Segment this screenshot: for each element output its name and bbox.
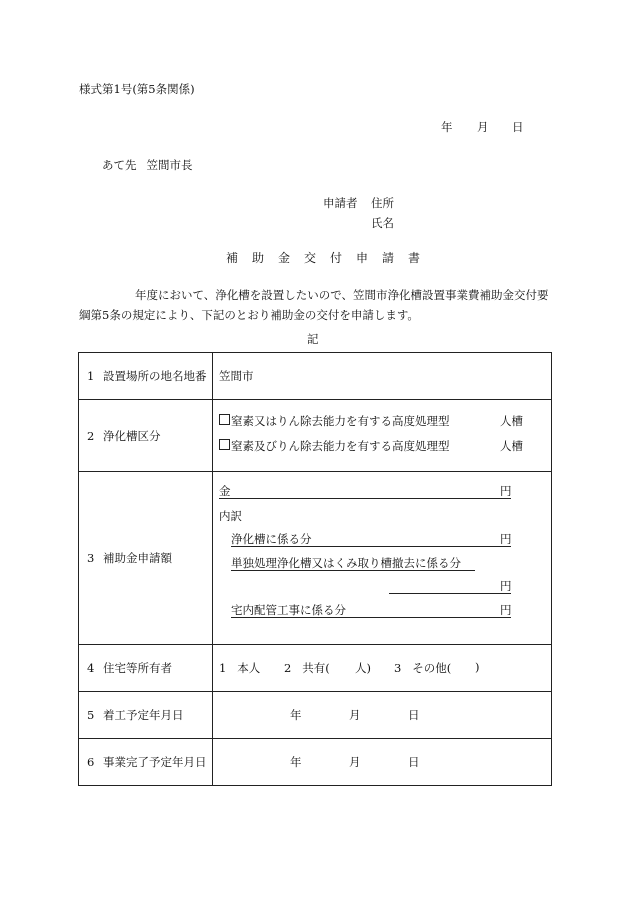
applicant-address-label: 住所: [371, 196, 394, 210]
addressee: [102, 157, 193, 173]
start-date-cell[interactable]: [213, 692, 552, 739]
yen-label: 円: [500, 579, 512, 593]
owner-option-1-num: 1: [219, 661, 227, 675]
row-number: 2: [87, 428, 95, 443]
completion-day-label: 日: [408, 755, 420, 769]
item2-amount-field[interactable]: [389, 578, 511, 594]
completion-month-label: 月: [349, 755, 361, 769]
ki-marker: 記: [307, 332, 319, 346]
unit-label: 人槽: [500, 414, 523, 428]
owner-option-2-num: 2: [284, 661, 292, 675]
row-label: [79, 692, 213, 739]
addressee-name: 笠間市長: [146, 158, 193, 172]
row-label-text: 住宅等所有者: [103, 661, 172, 675]
row-label-text: 補助金申請額: [103, 551, 172, 565]
applicant-label: 申請者: [323, 196, 358, 210]
total-prefix: 金: [219, 484, 231, 498]
form-number: 様式第1号(第5条関係): [79, 82, 195, 96]
date-day-label: 日: [512, 120, 524, 134]
tank-option-1[interactable]: [219, 413, 450, 429]
application-table: [78, 352, 552, 786]
owner-option-1-label: 本人: [237, 661, 261, 675]
owner-option-3-label: その他(: [412, 661, 452, 675]
row-label: [79, 353, 213, 400]
checkbox-icon[interactable]: [219, 439, 230, 450]
table-row: [79, 739, 552, 786]
row-number: 6: [87, 755, 95, 769]
applicant-name-label: 氏名: [371, 216, 394, 230]
item2-label: 単独処理浄化槽又はくみ取り槽撤去に係る分: [231, 556, 461, 570]
owner-cell: [213, 645, 552, 692]
row-number: 3: [87, 551, 95, 565]
tank-option-2[interactable]: [219, 438, 450, 454]
owner-option-2-label: 共有(: [302, 661, 330, 675]
total-amount-field[interactable]: [219, 483, 511, 499]
owner-option-3[interactable]: [394, 660, 451, 676]
row-number: 4: [87, 661, 95, 675]
date-month-label: 月: [477, 120, 489, 134]
item3-label: 宅内配管工事に係る分: [231, 603, 346, 617]
owner-option-3-num: 3: [394, 661, 402, 675]
row-label: [79, 739, 213, 786]
addressee-prefix: あて先: [102, 158, 137, 172]
item1-label: 浄化槽に係る分: [231, 532, 312, 546]
row-label-text: 浄化槽区分: [103, 428, 161, 443]
table-row: [79, 692, 552, 739]
completion-date-cell[interactable]: [213, 739, 552, 786]
row-label: [79, 645, 213, 692]
subsidy-amount-cell: [213, 472, 552, 645]
yen-label: 円: [500, 484, 512, 498]
body-text: 年度において、浄化槽を設置したいので、笠間市浄化槽設置事業費補助金交付要綱第5条の規定により、下記のとおり補助金の交付を申請します。: [79, 288, 549, 322]
yen-label: 円: [500, 532, 512, 546]
owner-option-2[interactable]: [284, 660, 330, 676]
tank-option-2-label: 窒素及びりん除去能力を有する高度処理型: [231, 439, 450, 453]
owner-option-3-end: ): [475, 660, 480, 674]
table-row: [79, 645, 552, 692]
owner-option-2-end: 人): [355, 661, 371, 675]
row-label: [79, 400, 213, 472]
start-month-label: 月: [349, 708, 361, 722]
yen-label: 円: [500, 603, 512, 617]
unit-label: 人槽: [500, 439, 523, 453]
start-year-label: 年: [290, 708, 302, 722]
row-label-text: 事業完了予定年月日: [103, 755, 207, 769]
checkbox-icon[interactable]: [219, 414, 230, 425]
completion-year-label: 年: [290, 755, 302, 769]
row-label-text: 設置場所の地名地番: [103, 369, 207, 383]
table-row: [79, 353, 552, 400]
date-year-label: 年: [441, 120, 453, 134]
breakdown-label: 内訳: [219, 509, 242, 523]
location-cell[interactable]: [213, 353, 552, 400]
row-number: 5: [87, 708, 95, 722]
row-label-text: 着工予定年月日: [103, 708, 184, 722]
owner-option-1[interactable]: [219, 660, 260, 676]
start-day-label: 日: [408, 708, 420, 722]
location-value: 笠間市: [219, 369, 254, 383]
table-row: [79, 400, 552, 472]
tank-type-cell: [213, 400, 552, 472]
row-number: 1: [87, 369, 95, 383]
table-row: [79, 472, 552, 645]
document-title: 補助金交付申請書: [226, 251, 435, 265]
row-label: [79, 472, 213, 645]
tank-option-1-label: 窒素又はりん除去能力を有する高度処理型: [231, 414, 450, 428]
